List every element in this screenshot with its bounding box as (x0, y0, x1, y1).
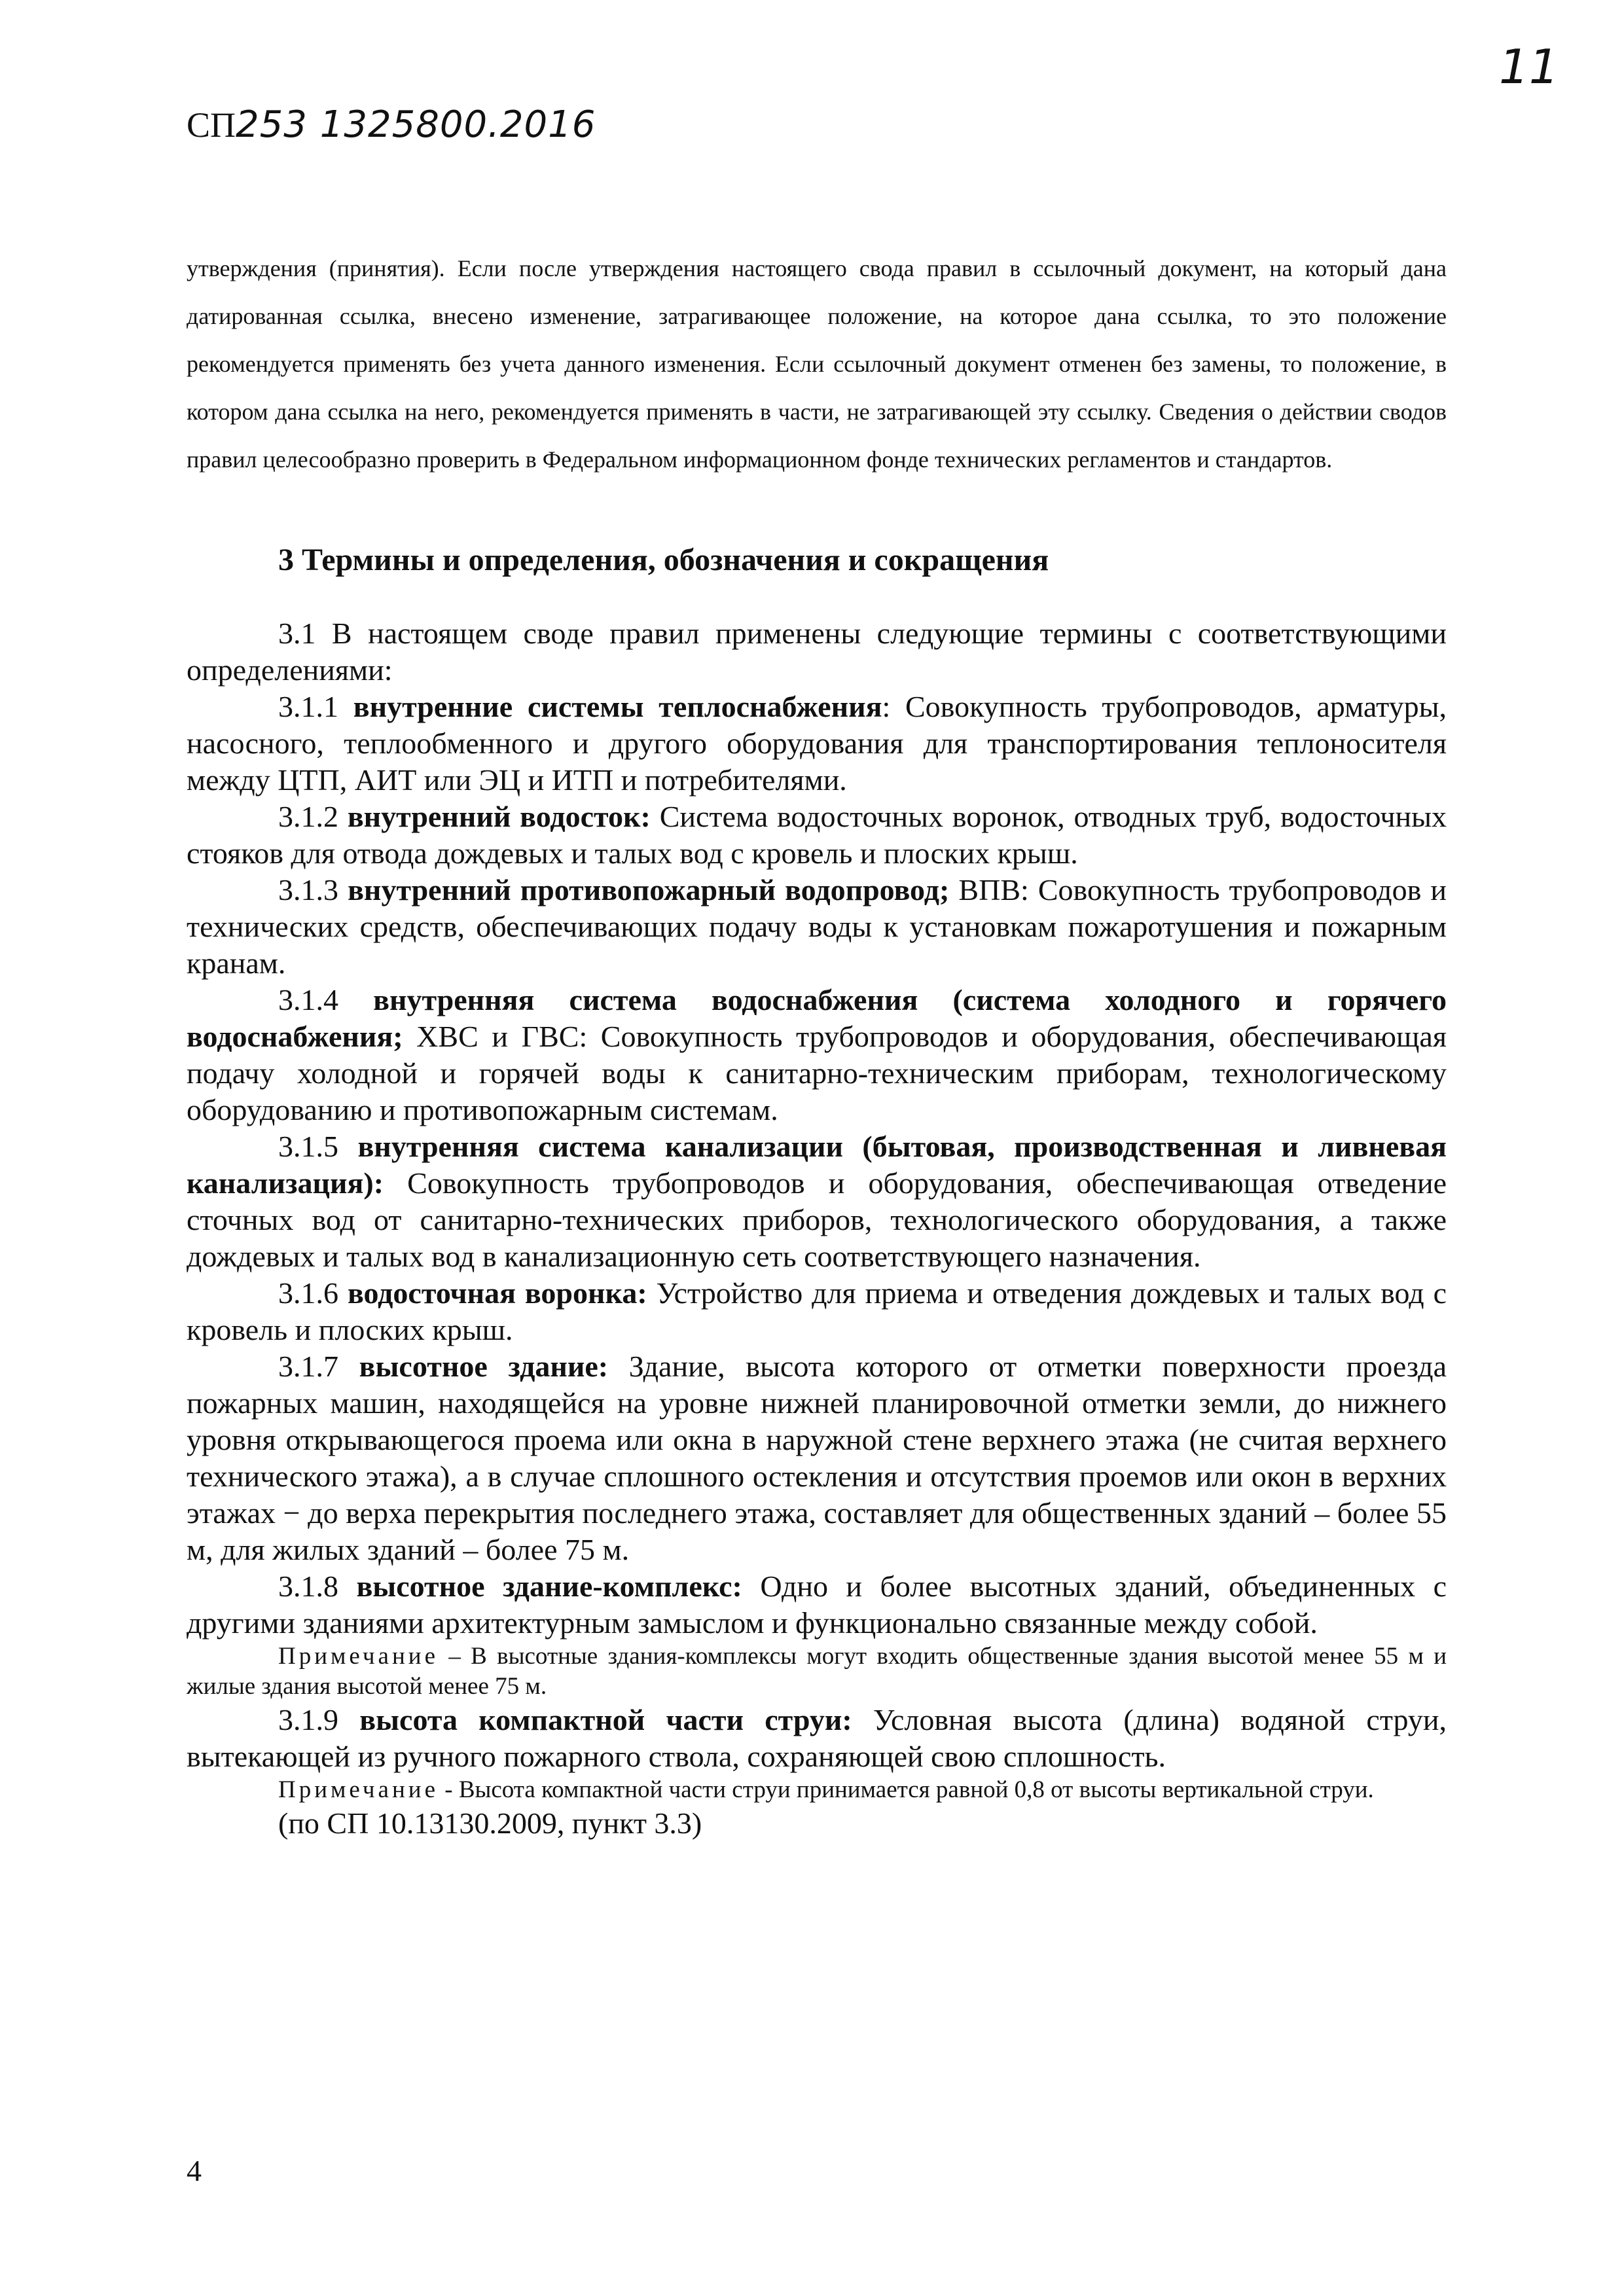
term-number: 3.1.1 (278, 690, 353, 723)
term-name: высотное здание: (359, 1350, 609, 1383)
term-definition: Совокупность трубопроводов и оборудования, обеспечивающая отведение сточных вод от санитарно-технических приборов, технологического оборудования, а также дождевых и талых вод в канализационную сеть соответствующего назначения. (187, 1166, 1447, 1273)
term-name: водосточная воронка: (347, 1276, 647, 1310)
source-reference: (по СП 10.13130.2009, пункт 3.3) (278, 1806, 702, 1840)
term-name: внутренний водосток: (347, 800, 651, 833)
term-number: 3.1.4 (278, 983, 374, 1016)
term-name: внутренняя система канализации (бытовая, производственная и ливневая канализация): (187, 1130, 1447, 1200)
term-definition: Система водосточных воронок, отводных труб, водосточных стояков для отвода дождевых и талых вод с кровель и плоских крыш. (187, 800, 1447, 870)
note-3-1-9 (187, 1775, 1447, 1805)
section-heading: 3 Термины и определения, обозначения и сокращения (278, 543, 1049, 577)
handwritten-sheet-number: 11 (1499, 39, 1559, 94)
terms-lead: 3.1 В настоящем своде правил применены следующие термины с соответствующими определениями: (187, 617, 1447, 687)
note-3-1-8 (187, 1641, 1447, 1702)
term-3-1-7 (187, 1348, 1447, 1568)
term-definition: ВПВ: Совокупность трубопроводов и технических средств, обеспечивающих подачу воды к установкам пожаротушения и пожарным кранам. (187, 873, 1447, 980)
term-name: высотное здание-комплекс: (356, 1570, 742, 1603)
term-name: высота компактной части струи: (359, 1703, 852, 1736)
note-label: Примечание (278, 1776, 439, 1803)
term-separator: : (882, 690, 891, 723)
term-number: 3.1.8 (278, 1570, 357, 1603)
term-number: 3.1.2 (278, 800, 348, 833)
term-definition: Здание, высота которого от отметки поверхности проезда пожарных машин, находящейся на уровне нижней планировочной отметки земли, до нижнего уровня открывающегося проема или окна в наружной стене верхнего этажа (не считая верхнего технического этажа), а в случае сплошного остекления и отсутствия проемов или окон в верхних этажах − до верха перекрытия последнего этажа, составляет для общественных зданий – более 55 м, для жилых зданий – более 75 м. (187, 1350, 1447, 1566)
term-3-1-2 (187, 798, 1447, 872)
intro-paragraph: утверждения (принятия). Если после утверждения настоящего свода правил в ссылочный документ, на который дана датированная ссылка, внесено изменение, затрагивающее положение, на которое дана ссылка, то это положение рекомендуется применять без учета данного изменения. Если ссылочный документ отменен без замены, то положение, в котором дана ссылка на него, рекомендуется применять в части, не затрагивающей эту ссылку. Сведения о действии сводов правил целесообразно проверить в Федеральном информационном фонде технических регламентов и стандартов. (187, 255, 1447, 473)
note-label: Примечание (278, 1643, 439, 1670)
document-code-prefix: СП (187, 105, 236, 145)
term-3-1-1 (187, 689, 1447, 798)
note-text: - Высота компактной части струи принимается равной 0,8 от высоты вертикальной струи. (439, 1776, 1374, 1803)
term-definition: Одно и более высотных зданий, объединенных с другими зданиями архитектурным замыслом и функционально связанные между собой. (187, 1570, 1447, 1640)
term-definition: Устройство для приема и отведения дождевых и талых вод с кровель и плоских крыш. (187, 1276, 1447, 1346)
document-code-stamp (187, 103, 596, 146)
term-number: 3.1.3 (278, 873, 348, 906)
term-3-1-6 (187, 1275, 1447, 1348)
page-number: 4 (187, 2154, 202, 2187)
term-3-1-4 (187, 982, 1447, 1128)
term-number: 3.1.9 (278, 1703, 360, 1736)
document-code-handwritten: 253 1325800.2016 (236, 103, 596, 146)
terms-list (187, 615, 1447, 1842)
term-definition: Совокупность трубопроводов, арматуры, насосного, теплообменного и другого оборудования для транспортирования теплоносителя между ЦТП, АИТ или ЭЦ и ИТП и потребителями. (187, 690, 1447, 797)
term-definition: Условная высота (длина) водяной струи, вытекающей из ручного пожарного ствола, сохраняющей свою сплошность. (187, 1703, 1447, 1773)
term-name: внутренний противопожарный водопровод; (348, 873, 950, 906)
term-3-1-8 (187, 1568, 1447, 1641)
term-3-1-9 (187, 1702, 1447, 1775)
term-number: 3.1.5 (278, 1130, 358, 1163)
term-definition: ХВС и ГВС: Совокупность трубопроводов и оборудования, обеспечивающая подачу холодной и горячей воды к санитарно-техническим приборам, технологическому оборудованию и противопожарным системам. (187, 1020, 1447, 1126)
note-text: – В высотные здания-комплексы могут входить общественные здания высотой менее 55 м и жилые здания высотой менее 75 м. (187, 1643, 1447, 1700)
term-3-1-5 (187, 1128, 1447, 1275)
term-number: 3.1.6 (278, 1276, 348, 1310)
term-number: 3.1.7 (278, 1350, 359, 1383)
term-3-1-3 (187, 872, 1447, 982)
term-name: внутренние системы теплоснабжения (353, 690, 882, 723)
term-name: внутренняя система водоснабжения (система холодного и горячего водоснабжения; (187, 983, 1447, 1053)
